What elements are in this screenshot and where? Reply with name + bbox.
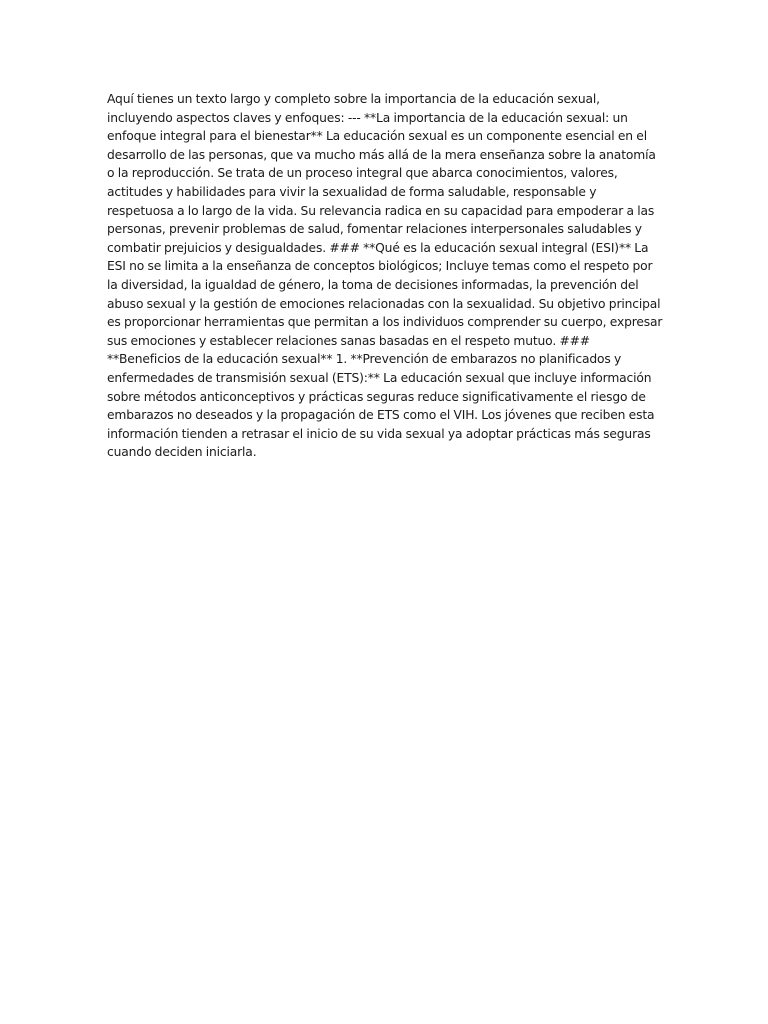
body-paragraph: Aquí tienes un texto largo y completo sobre la importancia de la educación sexual, incluyendo aspectos claves y enfoques: --- **La importancia de la educación sexual: un enfoque integral para el bienestar** La educación sexual es un componente esencial en el desarrollo de las personas, que va mucho más allá de la mera enseñanza sobre la anatomía o la reproducción. Se trata de un proceso integral que abarca conocimientos, valores, actitudes y habilidades para vivir la sexualidad de forma saludable, responsable y respetuosa a lo largo de la vida. Su relevancia radica en su capacidad para empoderar a las personas, prevenir problemas de salud, fomentar relaciones interpersonales saludables y combatir prejuicios y desigualdades. ### **Qué es la educación sexual integral (ESI)** La ESI no se limita a la enseñanza de conceptos biológicos; Incluye temas como el respeto por la diversidad, la igualdad de género, la toma de decisiones informadas, la prevención del abuso sexual y la gestión de emociones relacionadas con la sexualidad. Su objetivo principal es proporcionar herramientas que permitan a los individuos comprender su cuerpo, expresar sus emociones y establecer relaciones sanas basadas en el respeto mutuo. ### **Beneficios de la educación sexual** 1. **Prevención de embarazos no planificados y enfermedades de transmisión sexual (ETS):** La educación sexual que incluye información sobre métodos anticonceptivos y prácticas seguras reduce significativamente el riesgo de embarazos no deseados y la propagación de ETS como el VIH. Los jóvenes que reciben esta información tienden a retrasar el inicio de su vida sexual ya adoptar prácticas más seguras cuando deciden iniciarla. <box>107 92 663 460</box>
